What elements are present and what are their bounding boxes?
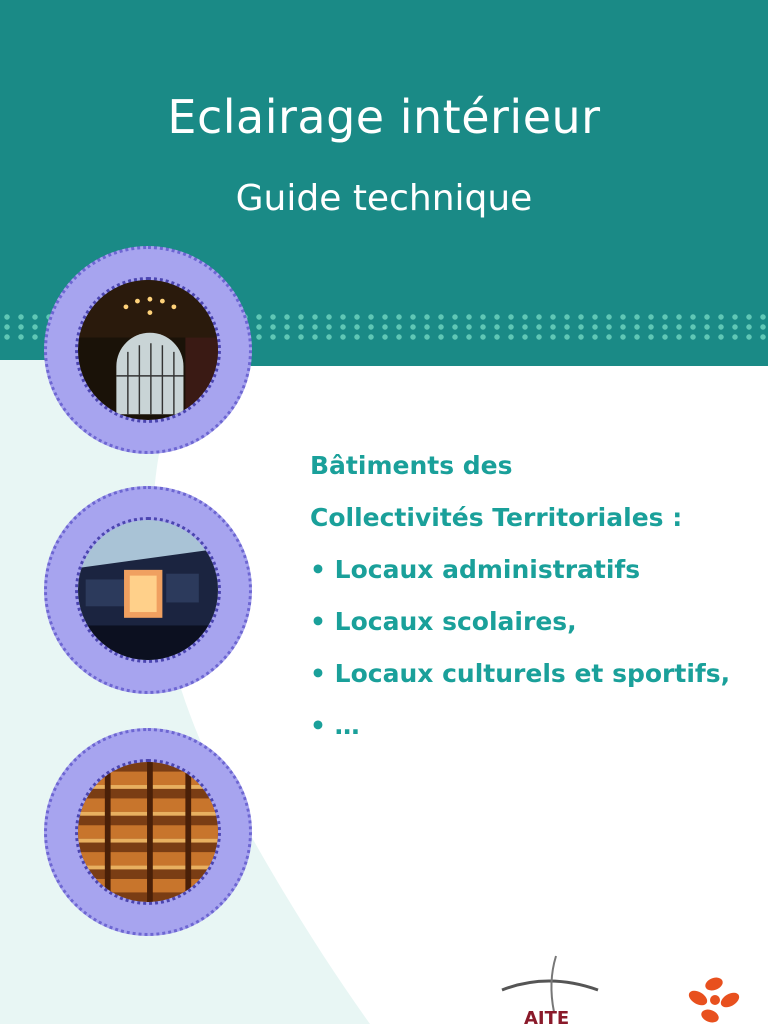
page-subtitle: Guide technique — [235, 178, 533, 219]
building-photo — [75, 517, 221, 663]
bullet-item-scolaires: • Locaux scolaires, — [310, 607, 577, 636]
library-photo — [75, 759, 221, 905]
bullet-item-ellipsis: • … — [310, 711, 360, 740]
flower-logo-icon — [680, 972, 750, 1024]
photo-ring-library — [44, 728, 252, 936]
description-block — [310, 440, 730, 752]
bullet-item-administratifs: • Locaux administratifs — [310, 555, 641, 584]
aite-logo-text: AITE — [524, 1008, 570, 1024]
bullet-item-culturels: • Locaux culturels et sportifs, — [310, 659, 731, 688]
aite-logo — [498, 952, 608, 1024]
photo-ring-interior — [44, 246, 252, 454]
photo-ring-building — [44, 486, 252, 694]
interior-photo — [75, 277, 221, 423]
intro-line-2: Collectivités Territoriales : — [310, 503, 683, 532]
page-title: Eclairage intérieur — [167, 90, 601, 144]
intro-line-1: Bâtiments des — [310, 451, 513, 480]
